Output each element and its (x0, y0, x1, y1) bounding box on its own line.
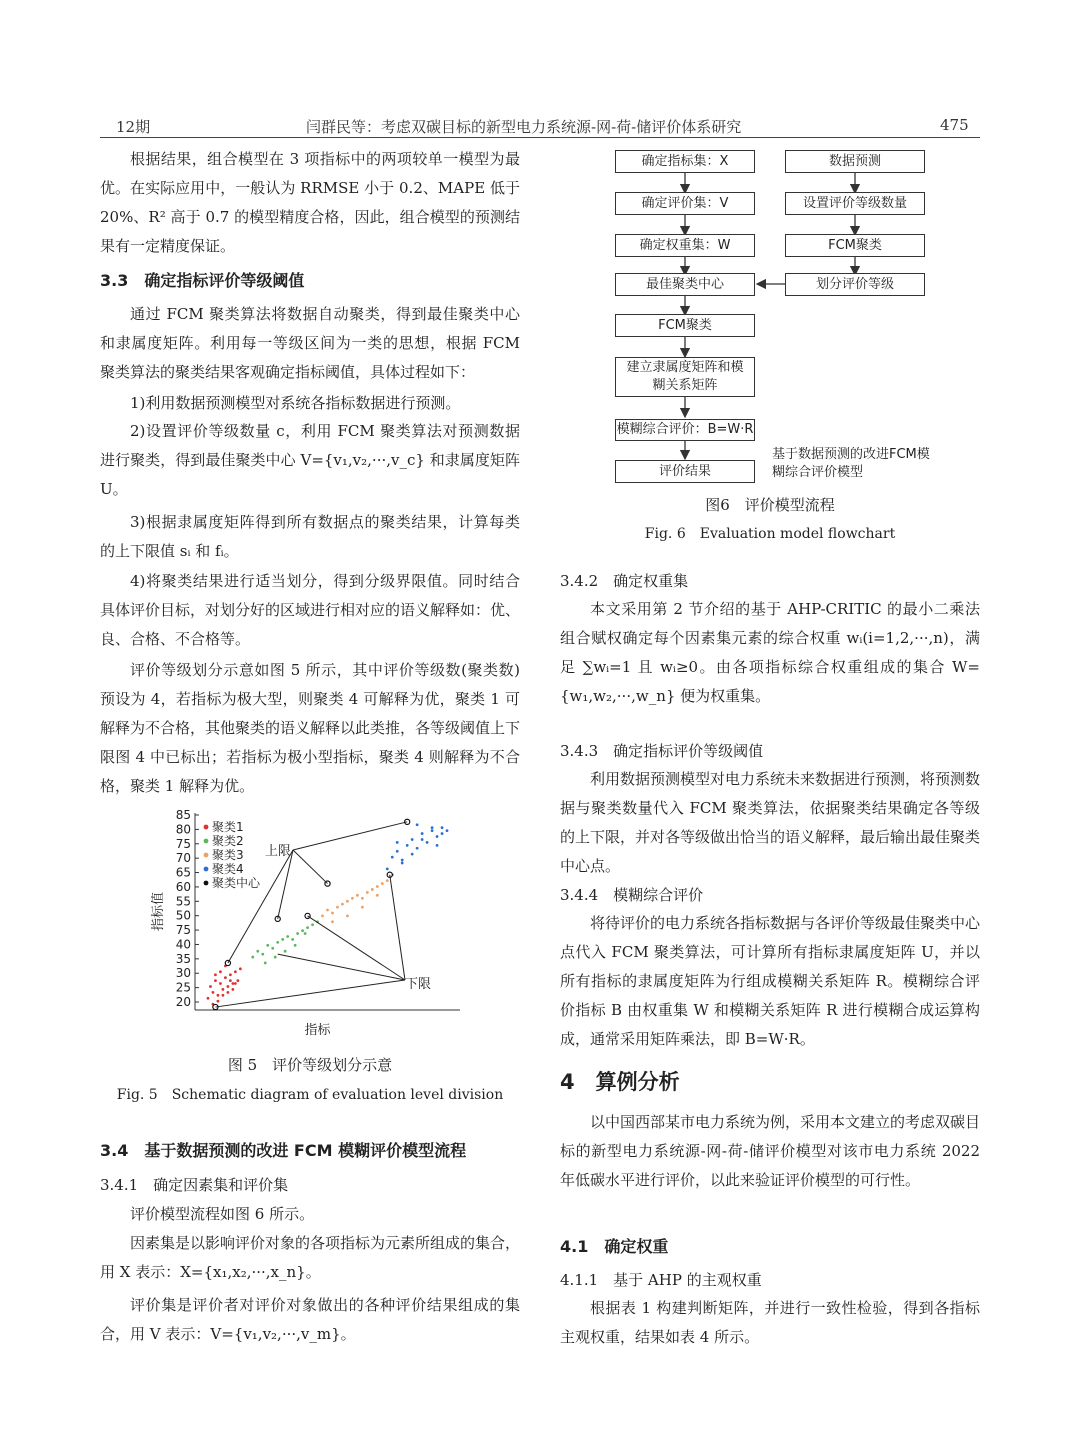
heading-3-4-4: 3.4.4 模糊综合评价 (560, 886, 704, 904)
data-point-4 (401, 859, 404, 862)
data-point-3 (381, 882, 384, 885)
flow-eval-result: 评价结果 (615, 460, 755, 483)
legend-marker-4 (204, 867, 209, 872)
para-weight-set: 本文采用第 2 节介绍的基于 AHP-CRITIC 的最小二乘法组合赋权确定每个因素集元素的综合权重 wᵢ(i=1,2,···,n)，满足 ∑wᵢ=1 且 wᵢ≥0。由各项指标综合权重组成的集合 W={w₁,w₂,···,w_n} 便为权重集。 (560, 600, 980, 705)
data-point-1 (212, 991, 215, 994)
flow-fuzzy-eval: 模糊综合评价：B=W·R (615, 419, 755, 441)
data-point-3 (326, 909, 329, 912)
y-axis-label: 指标值 (151, 891, 166, 932)
heading-4-1: 4.1 确定权重 (560, 1237, 669, 1256)
data-point-2 (296, 932, 299, 935)
data-point-2 (274, 956, 277, 959)
data-point-2 (271, 947, 274, 950)
para-threshold: 利用数据预测模型对电力系统未来数据进行预测，将预测数据与聚类数量代入 FCM 聚类算法，依据聚类结果确定各等级的上下限，并对各等级做出恰当的语义解释，最后输出最佳聚类中心点。 (560, 770, 981, 875)
data-point-3 (346, 900, 349, 903)
para-eval-set: 评价集是评价者对评价对象做出的各种评价结果组成的集合，用 V 表示：V={v₁,v₂,···,v_m}。 (100, 1296, 520, 1343)
y-tick-label: 20 (175, 995, 191, 1009)
lower-limit-line (215, 980, 405, 1007)
data-point-2 (281, 938, 284, 941)
para-case-study: 以中国西部某市电力系统为例，采用本文建立的考虑双碳目标的新型电力系统源-网-荷-储评价模型对该市电力系统 2022 年低碳水平进行评价，以此来验证评价模型的可行性。 (560, 1113, 981, 1189)
data-point-4 (401, 862, 404, 865)
data-point-2 (264, 962, 267, 965)
data-point-3 (351, 897, 354, 900)
data-point-4 (406, 844, 409, 847)
page-number: 475 (940, 116, 969, 134)
flow-divide-levels: 划分评价等级 (785, 273, 925, 296)
data-point-1 (234, 982, 237, 985)
upper-limit-label: 上限 (265, 844, 292, 859)
data-point-2 (304, 932, 307, 935)
y-tick-label: 70 (175, 851, 191, 866)
flow-fcm-clustering: FCM聚类 (615, 314, 755, 337)
para-factor-set: 因素集是以影响评价对象的各项指标为元素所组成的集合，用 X 表示：X={x₁,x₂,···,x_n}。 (100, 1234, 521, 1281)
step-4: 4)将聚类结果进行适当划分，得到分级界限值。同时结合具体评价目标，对划分好的区域进行相对应的语义解释如：优、良、合格、不合格等。 (100, 572, 521, 648)
flow-fcm-clustering-right: FCM聚类 (785, 234, 925, 257)
para-ahp-weights: 根据表 1 构建判断矩阵，并进行一致性检验，得到各指标主观权重，结果如表 4 所示。 (560, 1299, 980, 1346)
data-point-1 (229, 973, 232, 976)
fig6-caption-en: Fig. 6 Evaluation model flowchart (644, 526, 896, 542)
y-tick-label: 80 (175, 822, 191, 837)
flow-data-prediction: 数据预测 (785, 150, 925, 173)
data-point-2 (291, 938, 294, 941)
data-point-1 (231, 982, 234, 985)
data-point-2 (311, 923, 314, 926)
data-point-2 (294, 944, 297, 947)
y-tick-label: 65 (175, 865, 191, 880)
y-tick-label: 60 (175, 879, 191, 894)
y-tick-label: 30 (175, 966, 191, 981)
heading-3-4-2: 3.4.2 确定权重集 (560, 572, 689, 590)
data-point-3 (361, 897, 364, 900)
data-point-4 (421, 832, 424, 835)
para-result: 根据结果，组合模型在 3 项指标中的两项较单一模型为最优。在实际应用中，一般认为 RRMSE 小于 0.2、MAPE 低于 20%、R² 高于 0.7 的模型精度合格，因此，组合模型的预测结果有一定精度保证。 (100, 150, 520, 255)
data-point-1 (217, 1000, 220, 1003)
data-point-4 (396, 850, 399, 853)
data-point-1 (214, 979, 217, 982)
heading-3-3: 3.3 确定指标评价等级阈值 (100, 271, 305, 290)
para-fcm: 通过 FCM 聚类算法将数据自动聚类，得到最佳聚类中心和隶属度矩阵。利用每一等级区间为一类的思想，根据 FCM 聚类算法的聚类结果客观确定指标阈值，具体过程如下： (100, 305, 520, 381)
flow-model-note: 基于数据预测的改进FCM模糊综合评价模型 (772, 447, 930, 480)
legend-label: 聚类4 (212, 862, 244, 876)
data-point-4 (441, 826, 444, 829)
lower-limit-label: 下限 (405, 977, 432, 992)
data-point-3 (366, 891, 369, 894)
flow-define-weight-set: 确定权重集：W (615, 234, 755, 257)
data-point-1 (219, 970, 222, 973)
x-axis-label: 指标 (304, 1023, 331, 1038)
cluster-center-point (305, 913, 310, 918)
heading-3-4: 3.4 基于数据预测的改进 FCM 模糊评价模型流程 (100, 1141, 467, 1160)
y-tick-label: 55 (175, 894, 191, 909)
y-tick-label: 50 (175, 908, 191, 923)
fig6-caption: 图6 评价模型流程 (705, 496, 835, 514)
lower-limit-line (390, 875, 405, 980)
legend-label: 聚类2 (212, 834, 244, 848)
data-point-1 (209, 985, 212, 988)
data-point-3 (341, 903, 344, 906)
heading-3-4-1: 3.4.1 确定因素集和评价集 (100, 1176, 289, 1194)
heading-4-1-1: 4.1.1 基于 AHP 的主观权重 (560, 1271, 762, 1289)
data-point-2 (286, 935, 289, 938)
data-point-3 (321, 915, 324, 918)
data-point-1 (222, 994, 225, 997)
step-3: 3)根据隶属度矩阵得到所有数据点的聚类结果，计算每类的上下限值 sᵢ 和 fᵢ。 (100, 513, 520, 560)
data-point-4 (416, 847, 419, 850)
data-point-4 (441, 832, 444, 835)
legend-marker-center (204, 881, 209, 886)
data-point-4 (436, 844, 439, 847)
data-point-1 (239, 967, 242, 970)
header-rule (100, 137, 980, 138)
data-point-3 (371, 888, 374, 891)
data-point-4 (411, 853, 414, 856)
data-point-1 (229, 979, 232, 982)
para-flow-ref: 评价模型流程如图 6 所示。 (130, 1205, 315, 1223)
para-fig5-desc: 评价等级划分示意如图 5 所示，其中评价等级数(聚类数)预设为 4，若指标为极大型，则聚类 4 可解释为优，聚类 1 可解释为不合格，其他聚类的语义解释以此类推，各等级阈值上下限图 4 中已标出；若指标为极小型指标，聚类 4 则解释为不合格，聚类 1 解释为优。 (100, 661, 521, 795)
data-point-3 (346, 915, 349, 918)
flow-best-cluster-center: 最佳聚类中心 (615, 273, 755, 296)
data-point-1 (222, 988, 225, 991)
data-point-4 (411, 838, 414, 841)
issue-number: 12期 (116, 118, 151, 136)
data-point-3 (376, 885, 379, 888)
y-tick-label: 40 (175, 937, 191, 952)
data-point-1 (227, 985, 230, 988)
para-fuzzy-eval: 将待评价的电力系统各指标数据与各评价等级最佳聚类中心点代入 FCM 聚类算法，可计算所有指标隶属度矩阵 U，并以所有指标的隶属度矩阵为行组成模糊关系矩阵 R。模糊综合评价指标 B 由权重集 W 和模糊关系矩阵 R 进行模糊合成运算构成，通常采用矩阵乘法，即 B=W·R。 (560, 914, 981, 1048)
legend-label: 聚类3 (212, 848, 244, 862)
fig5-caption: 图 5 评价等级划分示意 (227, 1056, 393, 1074)
fig5-scatter-chart (150, 805, 470, 1045)
step-1: 1)利用数据预测模型对系统各指标数据进行预测。 (130, 394, 461, 412)
fig5-caption-en: Fig. 5 Schematic diagram of evaluation level division (116, 1087, 504, 1103)
flow-define-index-set: 确定指标集：X (615, 150, 755, 173)
data-point-4 (446, 829, 449, 832)
y-tick-label: 85 (175, 808, 191, 822)
data-point-3 (356, 894, 359, 897)
flow-define-eval-set: 确定评价集：V (615, 192, 755, 215)
heading-3-4-3: 3.4.3 确定指标评价等级阈值 (560, 742, 764, 760)
flow-build-matrices: 建立隶属度矩阵和模糊关系矩阵 (615, 357, 755, 397)
upper-limit-line (278, 850, 293, 919)
data-point-3 (331, 912, 334, 915)
data-point-3 (386, 879, 389, 882)
data-point-1 (217, 994, 220, 997)
step-2: 2)设置评价等级数量 c，利用 FCM 聚类算法对预测数据进行聚类，得到最佳聚类中心 V={v₁,v₂,···,v_c} 和隶属度矩阵 U。 (100, 422, 520, 498)
data-point-4 (436, 835, 439, 838)
upper-limit-line (293, 850, 328, 884)
data-point-1 (234, 970, 237, 973)
data-point-3 (336, 906, 339, 909)
data-point-2 (256, 950, 259, 953)
legend-label: 聚类中心 (212, 876, 261, 890)
y-tick-label: 75 (175, 923, 191, 938)
upper-limit-line (293, 822, 407, 850)
data-point-1 (224, 976, 227, 979)
data-point-1 (214, 973, 217, 976)
data-point-4 (396, 841, 399, 844)
y-tick-label: 35 (175, 951, 191, 966)
data-point-3 (376, 894, 379, 897)
data-point-1 (227, 991, 230, 994)
legend-label: 聚类1 (212, 820, 244, 834)
data-point-2 (261, 953, 264, 956)
data-point-2 (276, 941, 279, 944)
data-point-2 (251, 956, 254, 959)
running-title: 闫群民等：考虑双碳目标的新型电力系统源-网-荷-储评价体系研究 (306, 118, 742, 136)
flow-set-level-count: 设置评价等级数量 (785, 192, 925, 215)
data-point-1 (219, 982, 222, 985)
data-point-4 (421, 838, 424, 841)
data-point-4 (431, 826, 434, 829)
data-point-4 (426, 841, 429, 844)
legend-marker-2 (204, 839, 209, 844)
data-point-3 (331, 920, 334, 923)
data-point-2 (266, 944, 269, 947)
data-point-2 (301, 929, 304, 932)
legend-marker-3 (204, 853, 209, 858)
y-tick-label: 75 (175, 836, 191, 851)
data-point-1 (231, 988, 234, 991)
data-point-2 (284, 950, 287, 953)
data-point-3 (361, 906, 364, 909)
data-point-4 (391, 856, 394, 859)
data-point-1 (236, 979, 239, 982)
y-tick-label: 25 (175, 980, 191, 995)
data-point-4 (431, 829, 434, 832)
data-point-2 (306, 926, 309, 929)
data-point-4 (416, 823, 419, 826)
data-point-4 (386, 867, 389, 870)
heading-4: 4 算例分析 (560, 1070, 680, 1094)
legend-marker-1 (204, 825, 209, 830)
data-point-1 (207, 997, 210, 1000)
